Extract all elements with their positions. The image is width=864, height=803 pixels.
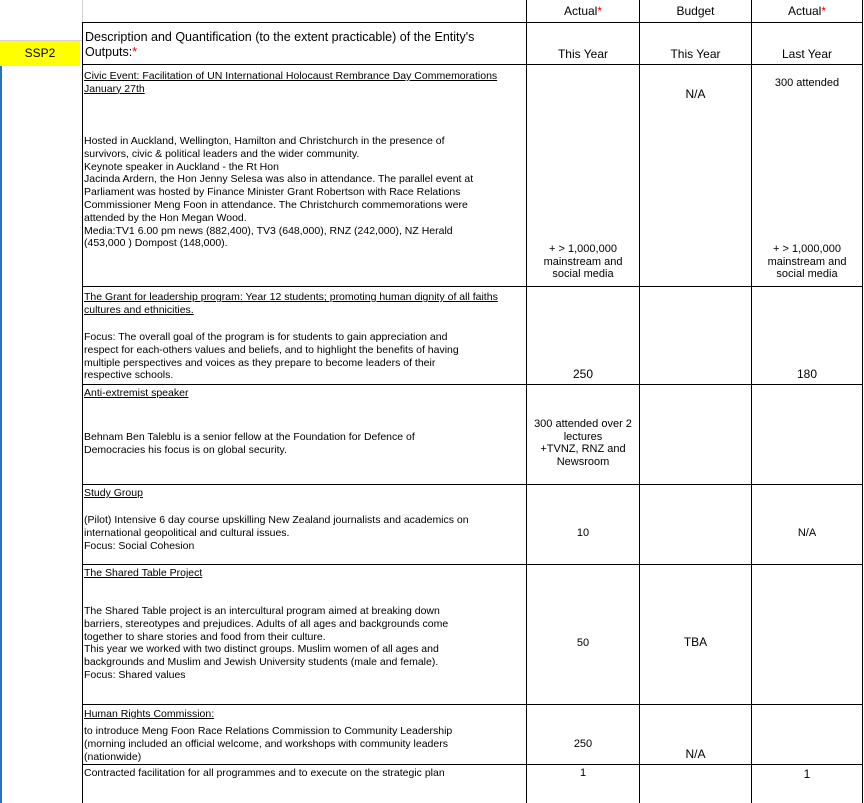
row-shared-table-budget: TBA bbox=[683, 635, 708, 649]
row-grant-leadership-actual: 250 bbox=[572, 367, 594, 381]
row-contracted-facilitation-last-year: 1 bbox=[803, 767, 811, 781]
header-description-label: Description and Quantification (to the extent practicable) of the Entity's Outputs:* bbox=[85, 30, 475, 59]
row-anti-extremist-actual: 300 attended over 2 lectures +TVNZ, RNZ and Newsroom bbox=[534, 418, 632, 468]
grid-line bbox=[82, 384, 863, 385]
header-actual-this-year-bottom: This Year bbox=[557, 47, 609, 61]
row-contracted-facilitation-actual: 1 bbox=[579, 767, 587, 779]
grid-line bbox=[639, 0, 640, 803]
left-margin-bar bbox=[0, 66, 2, 803]
grid-line bbox=[82, 764, 863, 765]
row-civic-event-actual: + > 1,000,000 mainstream and social media bbox=[543, 243, 623, 280]
header-actual-last-year-top: Actual* bbox=[787, 4, 827, 18]
grid-line bbox=[82, 64, 863, 65]
grid-line bbox=[862, 0, 863, 803]
row-human-rights-budget: N/A bbox=[685, 747, 706, 761]
row-contracted-facilitation-description: Contracted facilitation for all programmes and to execute on the strategic plan bbox=[84, 767, 445, 779]
row-grant-leadership-description: Focus: The overall goal of the program is for students to gain appreciation and respect for each-others values and beliefs, and to highlight the benefits of having multiple perspectives and voices as they prepare to become leaders of their respective schools. bbox=[84, 331, 459, 382]
row-shared-table-title: The Shared Table Project bbox=[84, 567, 203, 579]
grid-line bbox=[82, 0, 83, 22]
row-shared-table-actual: 50 bbox=[576, 637, 590, 649]
grid-line bbox=[526, 0, 527, 803]
row-anti-extremist-description: Behnam Ben Taleblu is a senior fellow at the Foundation for Defence of Democracies his focus is on global security. bbox=[84, 431, 415, 456]
header-budget-bottom: This Year bbox=[670, 47, 721, 61]
row-grant-leadership-last-year: 180 bbox=[796, 367, 818, 381]
row-study-group-last-year: N/A bbox=[797, 527, 817, 539]
row-human-rights-actual: 250 bbox=[573, 738, 593, 750]
row-civic-event-last-year: + > 1,000,000 mainstream and social media bbox=[767, 243, 847, 280]
grid-line bbox=[0, 40, 82, 41]
row-anti-extremist-title: Anti-extremist speaker bbox=[84, 387, 189, 399]
grid-line bbox=[82, 564, 863, 565]
grid-line bbox=[82, 286, 863, 287]
header-actual-this-year-top: Actual* bbox=[563, 4, 603, 18]
row-civic-event-budget: N/A bbox=[685, 87, 706, 101]
row-civic-event-last-year-attended: 300 attended bbox=[774, 77, 840, 89]
row-human-rights-title: Human Rights Commission: bbox=[84, 708, 215, 720]
row-study-group-actual: 10 bbox=[576, 527, 590, 539]
row-civic-event-title: Civic Event: Facilitation of UN International Holocaust Rembrance Day Commemorations January 27th bbox=[84, 70, 498, 95]
row-label-ssp2: SSP2 bbox=[0, 40, 80, 66]
grid-line bbox=[82, 22, 863, 23]
row-study-group-description: (Pilot) Intensive 6 day course upskilling New Zealand journalists and academics on international geopolitical and cultural issues. Focus: Social Cohesion bbox=[84, 514, 469, 552]
grid-line bbox=[82, 704, 863, 705]
grid-line bbox=[82, 22, 83, 803]
grid-line bbox=[751, 0, 752, 803]
row-human-rights-description: to introduce Meng Foon Race Relations Commission to Community Leadership (morning included an official welcome, and workshops with community leaders (nationwide) bbox=[84, 725, 453, 763]
row-civic-event-description: Hosted in Auckland, Wellington, Hamilton and Christchurch in the presence of survivors, civic & political leaders and the wider community. Keynote speaker in Auckland - the Rt Hon Jacinda Ardern, the Hon Jenny Selesa was also in attendance. The parallel event at Parliament was hosted by Finance Minister Grant Robertson with Race Relations Commissioner Meng Foon in attendance. The Christchurch commemorations were attended by the Hon Megan Wood. Media:TV1 6.00 pm news (882,400), TV3 (648,000), RNZ (242,000), NZ Herald (453,000 ) Dompost (148,000). bbox=[84, 135, 474, 250]
row-grant-leadership-title: The Grant for leadership program: Year 12 students; promoting human dignity of all faiths cultures and ethnicities. bbox=[84, 291, 498, 316]
row-study-group-title: Study Group bbox=[84, 487, 143, 499]
grid-line bbox=[82, 484, 863, 485]
row-shared-table-description: The Shared Table project is an intercultural program aimed at breaking down barriers, stereotypes and prejudices. Adults of all ages and backgrounds come together to share stories and food from their culture. This year we worked with two distinct groups. Muslim women of all ages and backgrounds and Muslim and Jewish University students (male and female). Focus: Shared values bbox=[84, 605, 449, 681]
header-budget-top: Budget bbox=[676, 4, 715, 18]
header-actual-last-year-bottom: Last Year bbox=[781, 47, 833, 61]
